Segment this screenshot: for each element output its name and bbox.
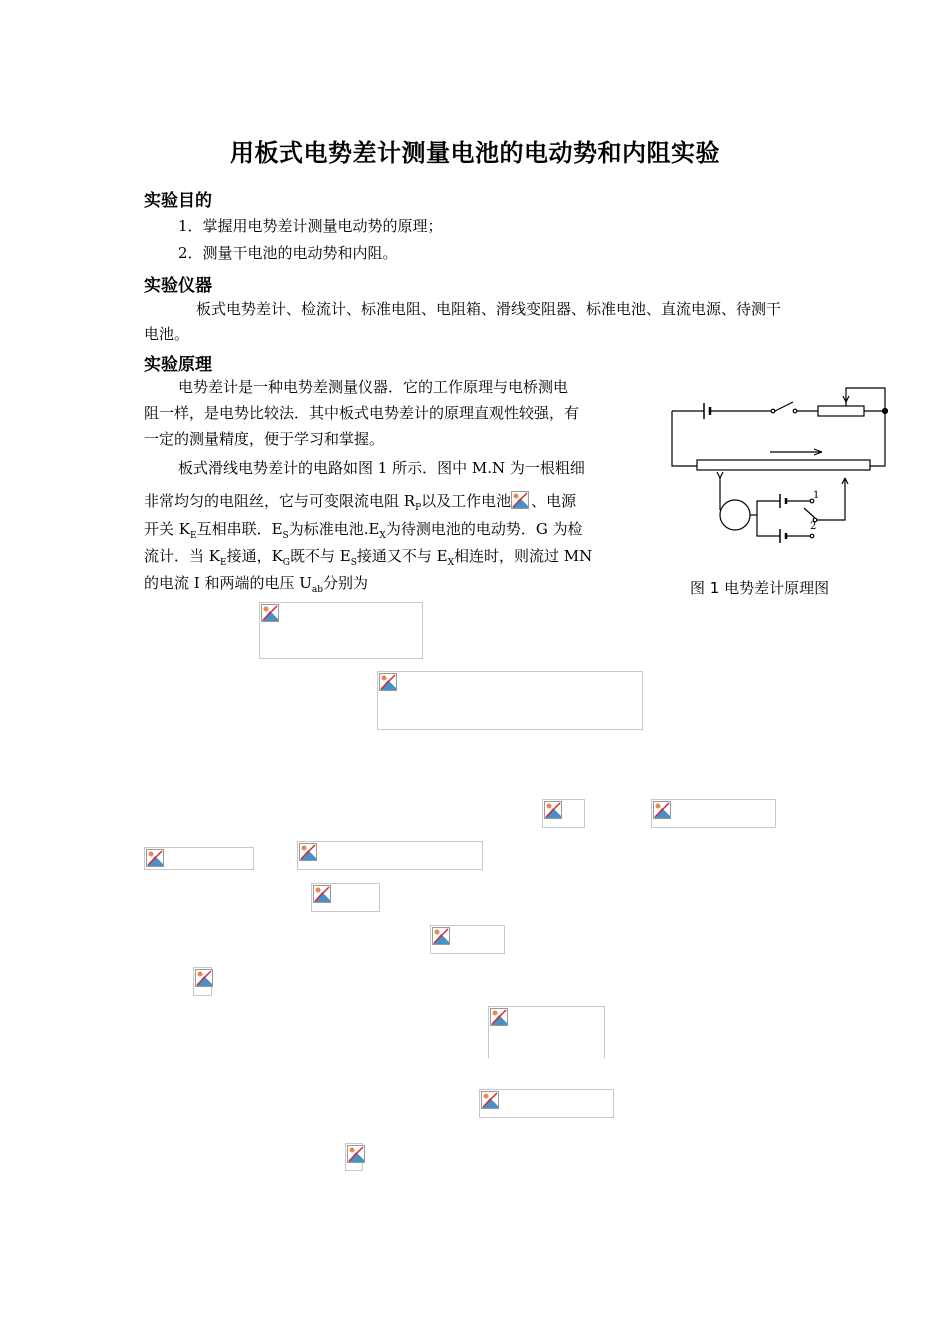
equation-1-image: [259, 602, 423, 659]
purpose-item-2: 2．测量干电池的电动势和内阻。: [178, 244, 398, 262]
equation-4-image: [479, 1089, 614, 1118]
image-placeholder-icon: [146, 849, 164, 867]
section-heading-principle: 实验原理: [144, 355, 212, 375]
image-placeholder-icon: [195, 969, 213, 987]
inline-formula-image: [542, 799, 585, 828]
inline-formula-image: [651, 799, 776, 828]
principle-p2-line-2: 非常均匀的电阻丝，它与可变限流电阻 $R_P$以及工作电池 、电源: [144, 492, 577, 513]
kg-contact-2: [810, 534, 814, 538]
instruments-line-2: 电池。: [144, 325, 190, 343]
switch-ke-contact-2: [793, 409, 797, 413]
rheostat-rp: [818, 406, 864, 416]
principle-p1-line-2: 阻一样，是电势比较法．其中板式电势差计的原理直观性较强，有: [144, 404, 580, 422]
image-placeholder-icon: [299, 843, 317, 861]
inline-image-battery: [511, 491, 531, 511]
principle-p1-line-1: 电势差计是一种电势差测量仪器．它的工作原理与电桥测电: [178, 378, 569, 396]
probe-b-wire: [817, 478, 845, 520]
equation-2-image: [377, 671, 643, 730]
circuit-diagram: [660, 380, 900, 550]
ks-wire-2: [757, 515, 780, 536]
circuit-wire-left: [672, 411, 697, 466]
equation-3-image: [488, 1006, 605, 1058]
image-placeholder-icon: [261, 604, 279, 622]
inline-formula-image: [193, 967, 212, 996]
principle-p2-line-5: 的电流 I 和两端的电压 $U_{ab}$分别为: [144, 574, 369, 595]
image-placeholder-icon: [347, 1145, 365, 1163]
inline-formula-image: [311, 883, 380, 912]
circuit-wire-right: [864, 411, 885, 466]
figure-caption: 图 1 电势差计原理图: [690, 579, 830, 597]
section-heading-purpose: 实验目的: [144, 191, 212, 211]
kg-label-1: 1: [813, 490, 820, 501]
page-title: 用板式电势差计测量电池的电动势和内阻实验: [230, 139, 720, 167]
section-heading-instruments: 实验仪器: [144, 276, 212, 296]
ks-wire-1: [757, 501, 780, 515]
switch-ke-blade: [775, 402, 793, 411]
rheostat-slider-wire: [846, 388, 885, 411]
image-placeholder-icon: [653, 801, 671, 819]
instruments-line-1: 板式电势差计、检流计、标准电阻、电阻箱、滑线变阻器、标准电池、直流电源、待测干: [196, 300, 782, 318]
inline-formula-image: [297, 841, 483, 870]
image-placeholder-icon: [481, 1091, 499, 1109]
inline-formula-image: [345, 1143, 363, 1171]
image-placeholder-icon: [432, 927, 450, 945]
principle-p2-line-1: 板式滑线电势差计的电路如图 1 所示．图中 M.N 为一根粗细: [178, 459, 585, 477]
inline-formula-image: [144, 847, 254, 870]
slide-wire-mn: [697, 460, 870, 470]
image-placeholder-icon: [544, 801, 562, 819]
image-placeholder-icon: [490, 1008, 508, 1026]
principle-p2-line-3: 开关 $K_E$互相串联．$E_S$为标准电池$.E_X$为待测电池的电动势．G 为检: [144, 520, 583, 541]
galvanometer-g: [720, 500, 750, 530]
inline-formula-image: [430, 925, 505, 954]
purpose-item-1: 1．掌握用电势差计测量电动势的原理；: [178, 217, 443, 235]
probe-a-arrow: [717, 472, 723, 478]
image-placeholder-icon: [511, 491, 529, 509]
principle-p2-line-4: 流计．当 $K_E$接通，$K_G$既不与 $E_S$接通又不与 $E_X$相连时，则流过 MN: [144, 547, 593, 568]
switch-ke-contact-1: [771, 409, 775, 413]
image-placeholder-icon: [379, 673, 397, 691]
kg-label-2: 2: [810, 521, 817, 532]
image-placeholder-icon: [313, 885, 331, 903]
kg-blade: [804, 508, 815, 518]
principle-p1-line-3: 一定的测量精度，便于学习和掌握。: [144, 430, 385, 448]
